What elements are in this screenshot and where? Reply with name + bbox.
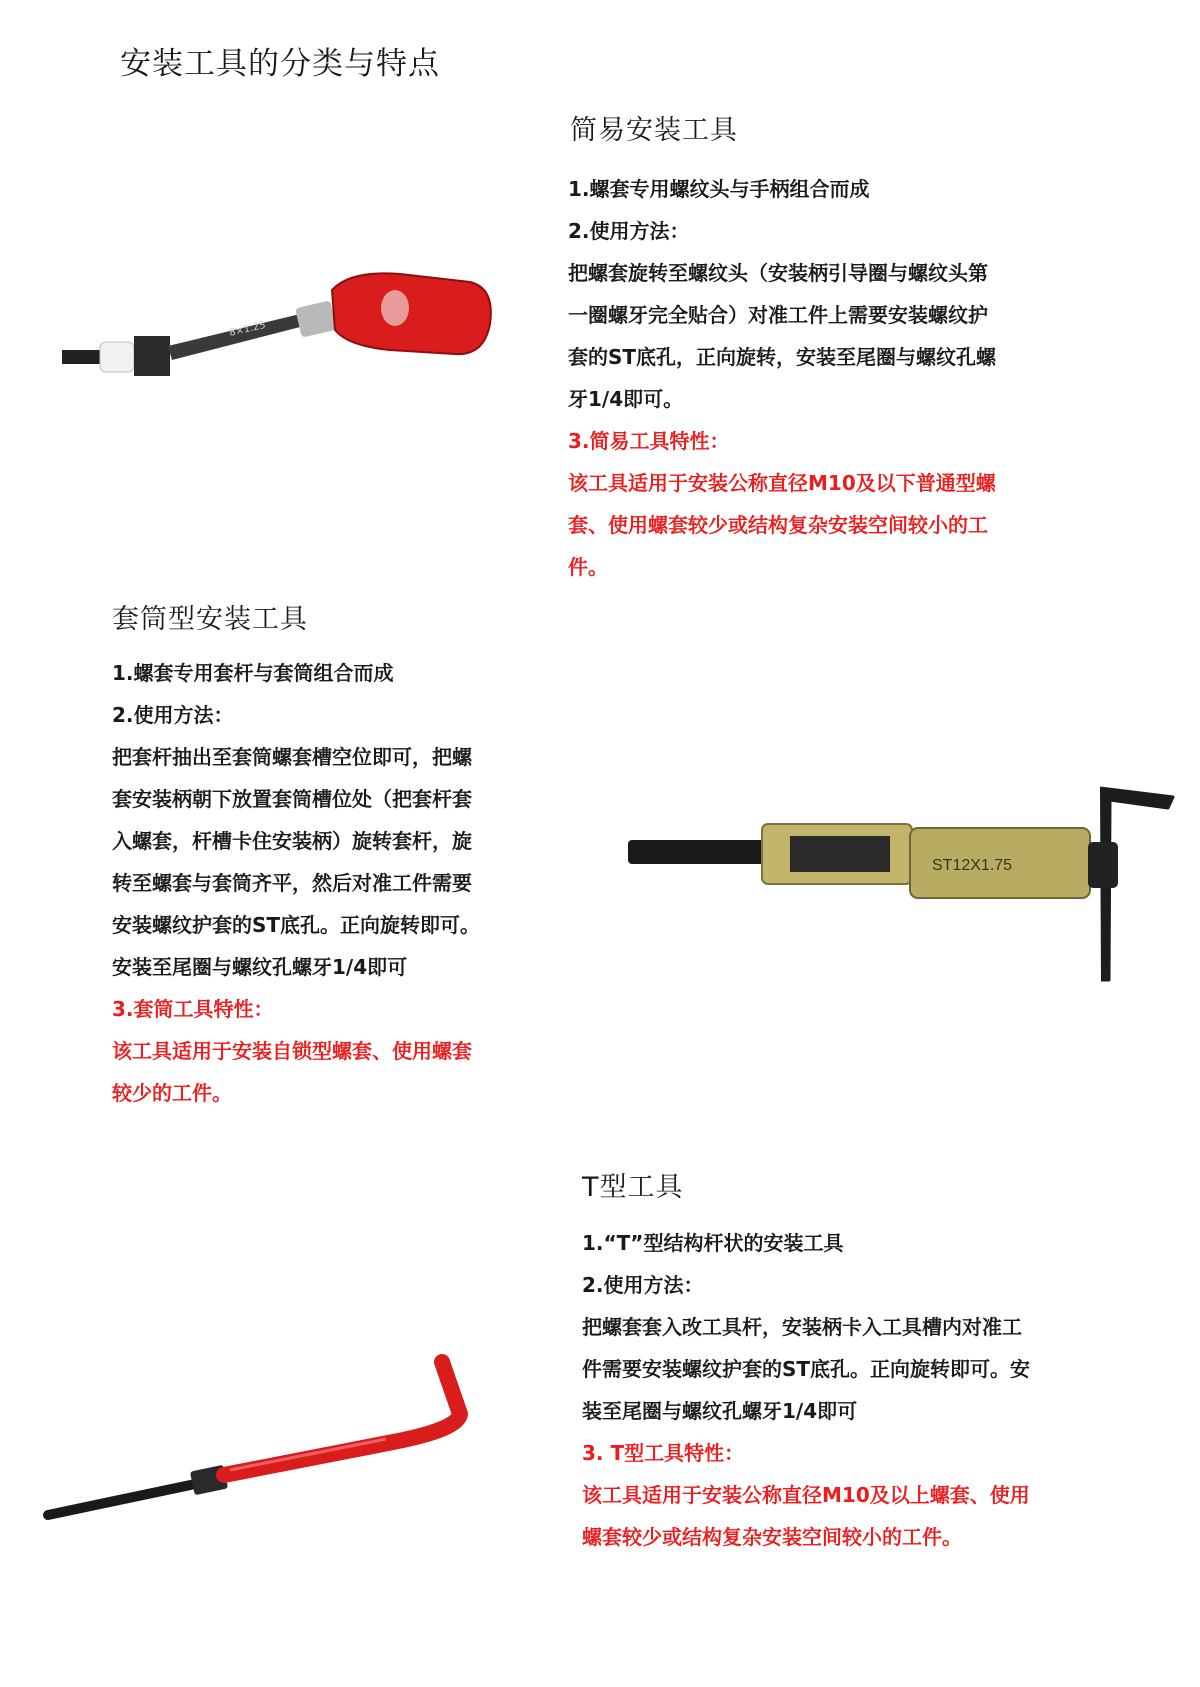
red-handle	[332, 273, 491, 354]
sleeve-tool-usage-line: 套安装柄朝下放置套筒槽位处（把套杆套	[112, 787, 472, 811]
simple-tool-usage-line: 套的ST底孔，正向旋转，安装至尾圈与螺纹孔螺	[568, 345, 997, 369]
section-heading-sleeve-tool: 套筒型安装工具	[112, 604, 308, 635]
threaded-tip	[62, 350, 102, 364]
t-tool-description	[582, 1222, 1162, 1558]
section-heading-t-tool: T型工具	[582, 1172, 684, 1203]
simple-tool-feature-line: 该工具适用于安装公称直径M10及以下普通型螺	[568, 471, 996, 495]
t-tool-feature-line: 该工具适用于安装公称直径M10及以上螺套、使用	[582, 1483, 1030, 1507]
sleeve-tool-feature-line: 较少的工件。	[112, 1081, 232, 1105]
sleeve-tool-feature-label: 3.套筒工具特性：	[112, 997, 274, 1021]
sleeve-tool-usage-line: 安装至尾圈与螺纹孔螺牙1/4即可	[112, 955, 408, 979]
simple-tool-feature-label: 3.简易工具特性：	[568, 429, 730, 453]
sleeve-slot	[790, 836, 890, 872]
t-tool-usage-line: 装至尾圈与螺纹孔螺牙1/4即可	[582, 1399, 858, 1423]
section-heading-simple-tool: 简易安装工具	[570, 115, 738, 146]
end-cap	[1088, 842, 1118, 888]
simple-tool-feature-line: 套、使用螺套较少或结构复杂安装空间较小的工	[568, 513, 988, 537]
shaft-marking: 8×1.25	[228, 319, 267, 339]
simple-tool-usage-line: 牙1/4即可。	[568, 387, 684, 411]
red-bent-handle	[224, 1362, 460, 1475]
sleeve-tool-description	[112, 652, 582, 1114]
sleeve-tool-usage-label: 2.使用方法：	[112, 703, 234, 727]
handle-grip-hole	[381, 290, 409, 326]
simple-tool-description	[568, 168, 1128, 588]
simple-tool-usage-label: 2.使用方法：	[568, 219, 690, 243]
simple-tool-image	[50, 270, 510, 410]
simple-tool-usage-line: 把螺套旋转至螺纹头（安装柄引导圈与螺纹头第	[568, 261, 988, 285]
page-title: 安装工具的分类与特点	[120, 46, 440, 82]
black-tip-rod	[48, 1483, 200, 1515]
sleeve-tool-item-1: 1.螺套专用套杆与套筒组合而成	[112, 661, 394, 685]
sleeve-tool-image	[620, 780, 1180, 1020]
sleeve-marking: ST12X1.75	[932, 857, 1013, 874]
t-tool-feature-label: 3. T型工具特性：	[582, 1441, 745, 1465]
simple-tool-usage-line: 一圈螺牙完全贴合）对准工件上需要安装螺纹护	[568, 303, 988, 327]
sleeve-tool-usage-line: 把套杆抽出至套筒螺套槽空位即可，把螺	[112, 745, 472, 769]
t-tool-item-1: 1.“T”型结构杆状的安装工具	[582, 1231, 844, 1255]
t-tool-usage-label: 2.使用方法：	[582, 1273, 704, 1297]
simple-tool-item-1: 1.螺套专用螺纹头与手柄组合而成	[568, 177, 870, 201]
sleeve-tool-usage-line: 安装螺纹护套的ST底孔。正向旋转即可。	[112, 913, 481, 937]
t-tool-usage-line: 把螺套套入改工具杆，安装柄卡入工具槽内对准工	[582, 1315, 1022, 1339]
plunger-rod	[628, 840, 768, 864]
hex-nut	[134, 336, 170, 376]
sleeve-tool-feature-line: 该工具适用于安装自锁型螺套、使用螺套	[112, 1039, 472, 1063]
sleeve-tool-usage-line: 转至螺套与套筒齐平，然后对准工件需要	[112, 871, 472, 895]
sleeve-tool-usage-line: 入螺套，杆槽卡住安装柄）旋转套杆，旋	[112, 829, 472, 853]
white-guide-ring	[100, 342, 134, 372]
t-tool-usage-line: 件需要安装螺纹护套的ST底孔。正向旋转即可。安	[582, 1357, 1031, 1381]
t-tool-feature-line: 螺套较少或结构复杂安装空间较小的工件。	[582, 1525, 962, 1549]
metal-collar	[295, 300, 337, 337]
simple-tool-feature-line: 件。	[568, 555, 608, 579]
t-tool-image	[40, 1350, 500, 1540]
